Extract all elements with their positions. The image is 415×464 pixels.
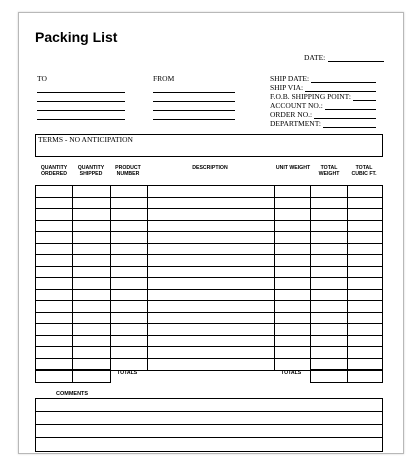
order-no-label: ORDER NO.: — [270, 110, 313, 119]
table-row-divider — [35, 346, 382, 347]
table-row-divider — [35, 312, 382, 313]
table-row-divider — [35, 254, 382, 255]
table-row-divider — [35, 208, 382, 209]
table-row-divider — [35, 300, 382, 301]
from-line-1[interactable] — [153, 92, 235, 93]
packing-list-form — [18, 12, 404, 454]
table-row-divider — [35, 335, 382, 336]
from-line-4[interactable] — [153, 119, 235, 120]
comments-line-2 — [35, 424, 382, 425]
ship-date-label: SHIP DATE: — [270, 74, 310, 83]
to-line-1[interactable] — [37, 92, 125, 93]
from-label: FROM — [153, 74, 175, 83]
to-line-4[interactable] — [37, 119, 125, 120]
table-row-divider — [35, 323, 382, 324]
fob-shipping-point-field[interactable] — [270, 92, 376, 101]
table-row-divider — [35, 231, 382, 232]
table-row-divider — [35, 197, 382, 198]
header-description: DESCRIPTION — [192, 165, 228, 171]
from-line-3[interactable] — [153, 110, 235, 111]
to-label: TO — [37, 74, 47, 83]
totals-right-divider — [347, 369, 348, 382]
comments-box[interactable] — [35, 398, 383, 452]
table-row-divider — [35, 220, 382, 221]
header-total-cubic-ft: TOTAL CUBIC FT. — [351, 165, 377, 178]
totals-label-left: TOTALS — [117, 370, 138, 376]
table-row-divider — [35, 289, 382, 290]
table-row-divider — [35, 358, 382, 359]
header-unit-weight: UNIT WEIGHT — [275, 165, 311, 171]
header-quantity-ordered: QUANTITY ORDERED — [40, 165, 68, 178]
ship-via-label: SHIP VIA: — [270, 83, 304, 92]
date-field — [304, 53, 384, 62]
terms-text: TERMS - NO ANTICIPATION — [38, 135, 133, 144]
account-no-label: ACCOUNT NO.: — [270, 101, 323, 110]
to-line-2[interactable] — [37, 101, 125, 102]
totals-label-right: TOTALS — [281, 370, 302, 376]
table-row-divider — [35, 277, 382, 278]
page-title: Packing List — [35, 29, 118, 45]
comments-line-3 — [35, 437, 382, 438]
comments-line-1 — [35, 411, 382, 412]
ship-via-field[interactable] — [270, 83, 376, 92]
date-line[interactable] — [328, 53, 384, 62]
account-no-field[interactable] — [270, 101, 376, 110]
totals-left-divider — [72, 369, 73, 382]
totals-left-cells — [35, 369, 111, 383]
date-label: DATE: — [304, 53, 326, 62]
table-row-divider — [35, 266, 382, 267]
department-label: DEPARTMENT: — [270, 119, 321, 128]
ship-date-field[interactable] — [270, 74, 376, 83]
header-product-number: PRODUCT NUMBER — [115, 165, 141, 178]
table-row-divider — [35, 243, 382, 244]
comments-label: COMMENTS — [56, 391, 89, 397]
terms-box — [35, 134, 383, 157]
fob-shipping-point-label: F.O.B. SHIPPING POINT: — [270, 92, 351, 101]
order-no-field[interactable] — [270, 110, 376, 119]
items-table — [35, 185, 383, 371]
header-total-weight: TOTAL WEIGHT — [318, 165, 340, 178]
from-line-2[interactable] — [153, 101, 235, 102]
header-quantity-shipped: QUANTITY SHIPPED — [77, 165, 105, 178]
department-field[interactable] — [270, 119, 376, 128]
to-line-3[interactable] — [37, 110, 125, 111]
